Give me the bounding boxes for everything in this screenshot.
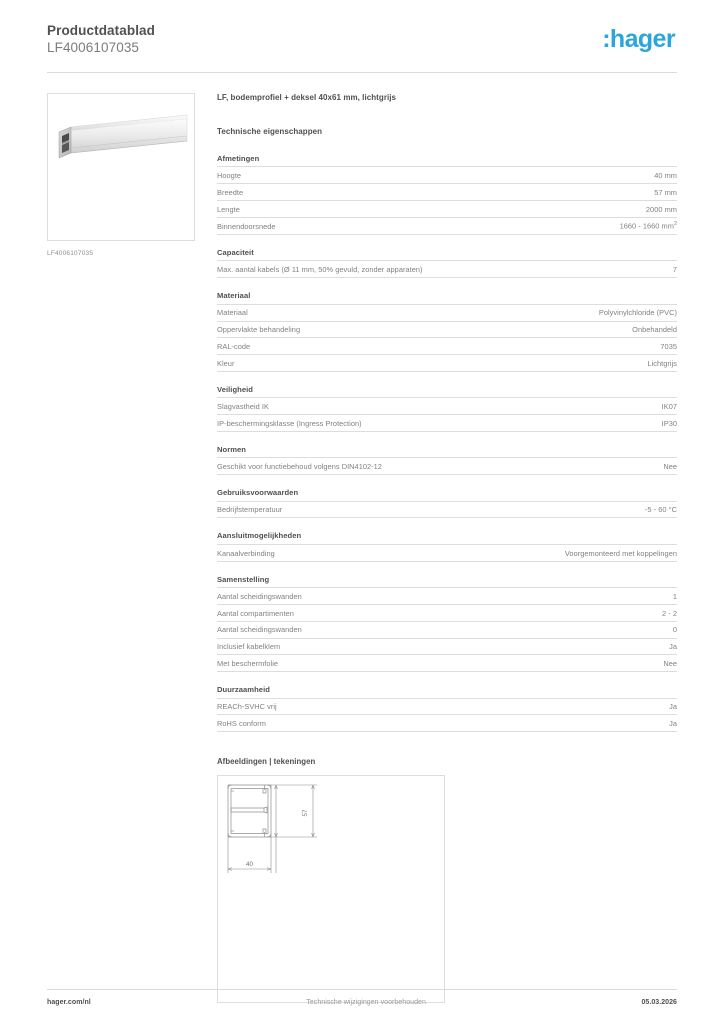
technical-drawing <box>217 775 445 1003</box>
spec-row-value: Voorgemonteerd met koppelingen <box>564 548 677 558</box>
spec-row-value: Ja <box>669 702 677 712</box>
spec-group-title: Materiaal <box>217 291 251 301</box>
spec-row <box>217 654 677 672</box>
spec-row-label: Aantal scheidingswanden <box>217 591 302 601</box>
spec-group-title: Samenstelling <box>217 574 270 584</box>
dimension-width-label: 40 <box>246 861 253 869</box>
spec-row <box>217 544 677 562</box>
spec-row-label: Kleur <box>217 358 235 368</box>
spec-row <box>217 501 677 519</box>
spec-row-label: Met beschermfolie <box>217 658 279 668</box>
spec-row-label: Inclusief kabelklem <box>217 642 281 652</box>
spec-row-label: Bedrijfstemperatuur <box>217 505 283 515</box>
spec-group <box>217 248 677 278</box>
footer-date: 05.03.2026 <box>641 999 677 1006</box>
spec-row <box>217 397 677 414</box>
spec-row-value: Nee <box>663 658 677 668</box>
specifications-column <box>217 93 677 1003</box>
spec-group-title: Gebruiksvoorwaarden <box>217 488 299 498</box>
dimension-height-label: 57 <box>302 809 309 817</box>
spec-row-value: 57 mm <box>654 187 677 197</box>
spec-row-label: Binnendoorsnede <box>217 221 276 231</box>
spec-row <box>217 304 677 321</box>
spec-row-value: IK07 <box>661 401 677 411</box>
spec-row <box>217 604 677 621</box>
cable-trunking-illustration <box>56 114 188 172</box>
spec-row <box>217 414 677 432</box>
spec-group-title: Capaciteit <box>217 247 254 257</box>
spec-group <box>217 291 677 372</box>
footer-disclaimer: Technische wijzigingen voorbehouden <box>306 999 426 1006</box>
spec-row <box>217 698 677 715</box>
product-image <box>47 93 195 241</box>
spec-row-value: Polyvinylchloride (PVC) <box>598 308 677 318</box>
spec-row-value-superscript: 2 <box>673 221 677 228</box>
spec-group <box>217 685 677 732</box>
spec-row <box>217 587 677 604</box>
spec-row-value: 7 <box>672 265 677 275</box>
page-footer <box>47 989 677 1006</box>
spec-groups <box>217 154 677 732</box>
spec-group <box>217 575 677 672</box>
product-image-caption: LF4006107035 <box>47 249 94 257</box>
spec-row-value: 2000 mm <box>645 204 677 214</box>
spec-row <box>217 321 677 338</box>
spec-row-value: -5 - 60 °C <box>644 505 677 515</box>
spec-row <box>217 337 677 354</box>
spec-group <box>217 385 677 432</box>
spec-row <box>217 166 677 183</box>
footer-website[interactable]: hager.com/nl <box>47 999 91 1006</box>
spec-group-title: Duurzaamheid <box>217 685 270 695</box>
spec-row-value <box>608 221 677 230</box>
spec-row-label: Slagvastheid IK <box>217 401 269 411</box>
spec-row-label: Geschikt voor functiebehoud volgens DIN4102-12 <box>217 462 382 471</box>
spec-row-label: Max. aantal kabels (Ø 11 mm, 50% gevuld, zonder apparaten) <box>217 265 423 275</box>
spec-group <box>217 445 677 475</box>
spec-row-label: Oppervlakte behandeling <box>217 325 301 335</box>
spec-row <box>217 217 677 235</box>
title-block <box>47 23 155 56</box>
spec-row <box>217 621 677 638</box>
spec-group <box>217 154 677 235</box>
header-divider <box>47 72 677 73</box>
page-title: Productdatablad <box>47 23 156 38</box>
spec-row <box>217 638 677 655</box>
spec-row <box>217 200 677 217</box>
spec-row-label: REACh-SVHC vrij <box>217 702 277 712</box>
page-header <box>47 0 677 66</box>
spec-row-value: Lichtgrijs <box>647 358 677 368</box>
spec-row-value: 0 <box>672 625 677 635</box>
spec-group-title: Normen <box>217 444 246 454</box>
spec-row-label: RAL-code <box>217 341 251 351</box>
product-reference: LF4006107035 <box>47 39 140 55</box>
hager-logo: :hager <box>602 25 675 53</box>
spec-row-label: Aantal compartimenten <box>217 608 294 618</box>
page-content <box>47 93 677 1003</box>
spec-row-label: Breedte <box>217 187 244 197</box>
spec-group <box>217 488 677 518</box>
spec-row-value: 7035 <box>660 341 677 351</box>
spec-row <box>217 457 677 475</box>
spec-row <box>217 714 677 732</box>
spec-row-value-text: 1660 - 1660 mm <box>619 221 674 231</box>
spec-row <box>217 354 677 372</box>
specs-heading: Technische eigenschappen <box>217 126 323 136</box>
spec-row-value: Nee <box>663 462 677 471</box>
spec-group <box>217 531 677 561</box>
drawings-heading: Afbeeldingen | tekeningen <box>217 757 316 767</box>
spec-row-label: Kanaalverbinding <box>217 548 275 558</box>
product-name: LF, bodemprofiel + deksel 40x61 mm, lichtgrijs <box>217 92 397 102</box>
spec-row-value: Ja <box>669 642 677 652</box>
spec-row-label: Hoogte <box>217 170 242 180</box>
spec-row-label: RoHS conform <box>217 719 266 729</box>
product-image-column <box>47 93 209 1003</box>
spec-group-title: Aansluitmogelijkheden <box>217 531 302 541</box>
spec-row-value: IP30 <box>661 418 677 428</box>
spec-row-value: 1 <box>672 591 677 601</box>
spec-row-value: 40 mm <box>654 170 677 180</box>
spec-row <box>217 260 677 278</box>
profile-cross-section-drawing <box>224 781 404 891</box>
spec-row-label: Materiaal <box>217 308 248 318</box>
spec-row-value: Ja <box>669 719 677 729</box>
spec-row-value: Onbehandeld <box>632 325 677 335</box>
spec-row-label: Aantal scheidingswanden <box>217 625 302 635</box>
spec-group-title: Afmetingen <box>217 153 260 163</box>
spec-row-label: IP-beschermingsklasse (Ingress Protection) <box>217 418 362 428</box>
spec-row-label: Lengte <box>217 204 240 214</box>
spec-row-value: 2 - 2 <box>662 608 677 618</box>
spec-row <box>217 183 677 200</box>
spec-group-title: Veiligheid <box>217 384 253 394</box>
